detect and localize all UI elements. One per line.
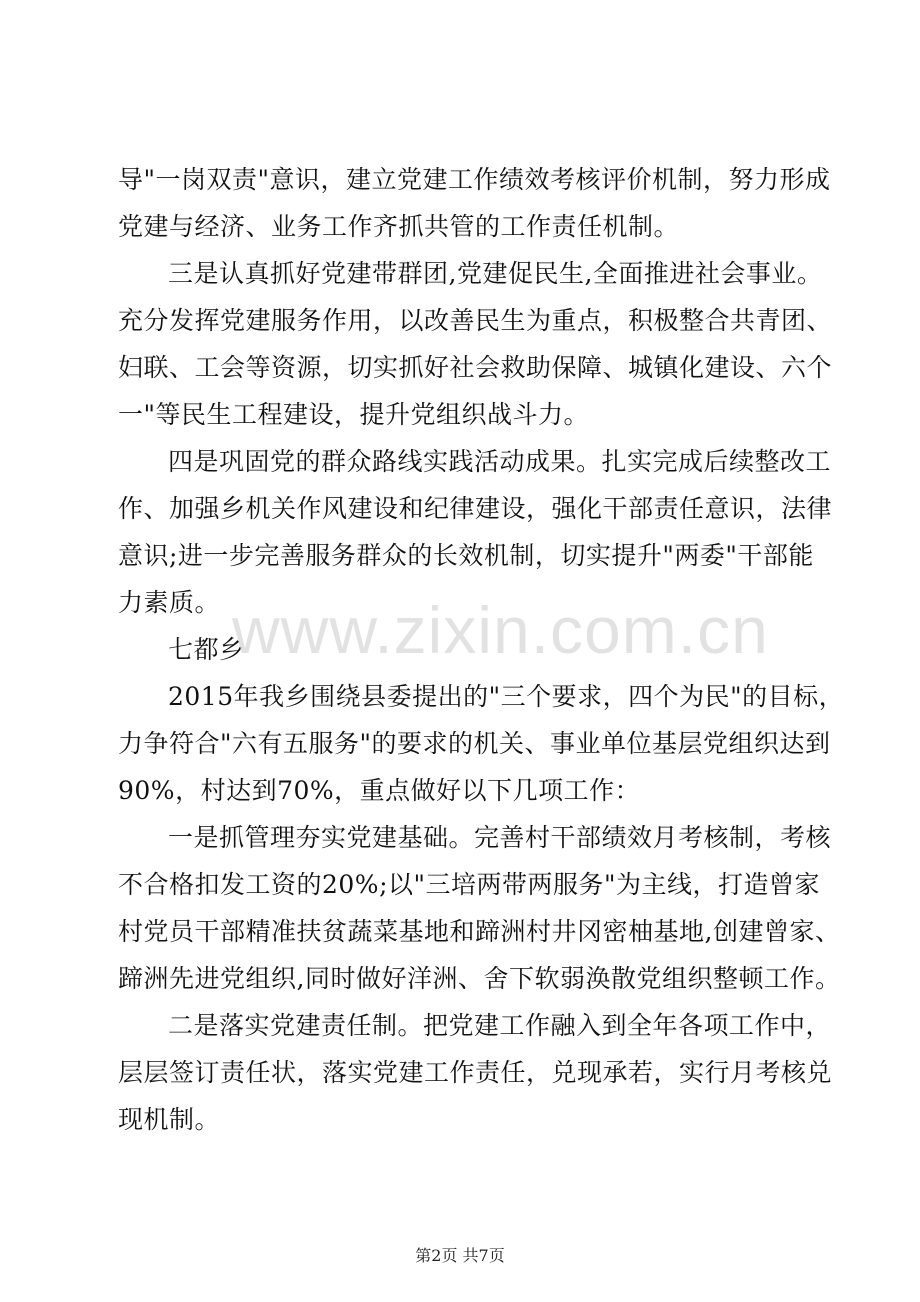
section-heading: 七都乡 <box>168 635 245 664</box>
paragraph-line: 三是认真抓好党建带群团,党建促民生,全面推进社会事业。 <box>168 259 823 288</box>
paragraph-line: 导"一岗双责"意识，建立党建工作绩效考核评价机制，努力形成 <box>118 165 831 194</box>
paragraph-line: 蹄洲先进党组织,同时做好洋洲、舍下软弱涣散党组织整顿工作。 <box>118 964 841 993</box>
paragraph-line: 层层签订责任状，落实党建工作责任，兑现承若，实行月考核兑 <box>118 1058 833 1087</box>
paragraph-line: 现机制。 <box>118 1105 221 1134</box>
watermark: www.zixin.com.cn <box>232 593 769 667</box>
paragraph-line: 作、加强乡机关作风建设和纪律建设，强化干部责任意识，法律 <box>118 494 833 523</box>
paragraph-line: 90%，村达到70%，重点做好以下几项工作： <box>118 776 641 805</box>
paragraph-line: 一"等民生工程建设，提升党组织战斗力。 <box>118 400 590 429</box>
page-number: 第2页 共7页 <box>415 1246 505 1265</box>
paragraph-line: 2015年我乡围绕县委提出的"三个要求，四个为民"的目标， <box>168 682 845 711</box>
paragraph-line: 不合格扣发工资的20%;以"三培两带两服务"为主线，打造曾家 <box>118 870 820 899</box>
paragraph-line: 力争符合"六有五服务"的要求的机关、事业单位基层党组织达到 <box>118 729 831 758</box>
paragraph-line: 充分发挥党建服务作用，以改善民生为重点，积极整合共青团、 <box>118 306 833 335</box>
paragraph-line: 意识;进一步完善服务群众的长效机制，切实提升"两委"干部能 <box>118 541 814 570</box>
paragraph-line: 村党员干部精准扶贫蔬菜基地和蹄洲村井冈密柚基地,创建曾家、 <box>118 917 841 946</box>
paragraph-line: 一是抓管理夯实党建基础。完善村干部绩效月考核制，考核 <box>168 823 832 852</box>
paragraph-line: 二是落实党建责任制。把党建工作融入到全年各项工作中， <box>168 1011 832 1040</box>
paragraph-line: 力素质。 <box>118 588 221 617</box>
paragraph-line: 党建与经济、业务工作齐抓共管的工作责任机制。 <box>118 212 680 241</box>
document-body <box>118 163 845 1150</box>
paragraph-line: 四是巩固党的群众路线实践活动成果。扎实完成后续整改工 <box>168 447 832 476</box>
paragraph-line: 妇联、工会等资源，切实抓好社会救助保障、城镇化建设、六个 <box>118 353 833 382</box>
